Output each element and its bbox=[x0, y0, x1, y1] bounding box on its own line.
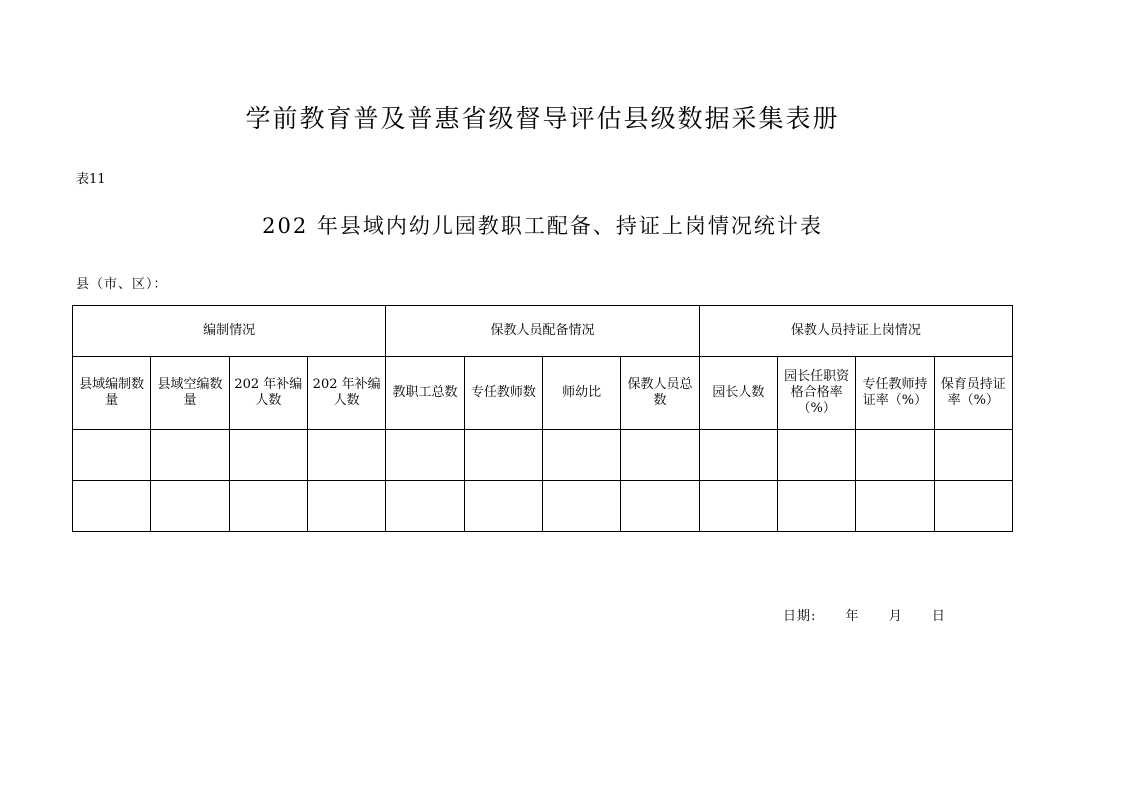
table-cell[interactable] bbox=[934, 430, 1012, 481]
table-cell[interactable] bbox=[386, 481, 464, 532]
table-cell[interactable] bbox=[73, 430, 151, 481]
column-header: 县域编制数量 bbox=[73, 357, 151, 430]
date-year-label: 年 bbox=[845, 609, 860, 624]
column-header: 专任教师数 bbox=[464, 357, 542, 430]
table-row bbox=[73, 430, 1013, 481]
table-cell[interactable] bbox=[229, 481, 307, 532]
table-cell[interactable] bbox=[856, 481, 934, 532]
column-header: 保教人员总数 bbox=[621, 357, 699, 430]
table-cell[interactable] bbox=[386, 430, 464, 481]
table-cell[interactable] bbox=[777, 430, 855, 481]
table-title: 202 年县域内幼儿园教职工配备、持证上岗情况统计表 bbox=[262, 214, 823, 238]
column-header: 园长人数 bbox=[699, 357, 777, 430]
date-month-label: 月 bbox=[888, 609, 903, 624]
table-cell[interactable] bbox=[151, 430, 229, 481]
column-header: 202 年补编人数 bbox=[229, 357, 307, 430]
date-day-label: 日 bbox=[931, 609, 946, 624]
column-header-row bbox=[73, 357, 1013, 430]
table-cell[interactable] bbox=[777, 481, 855, 532]
table-cell[interactable] bbox=[621, 481, 699, 532]
table-cell[interactable] bbox=[621, 430, 699, 481]
group-header-certification: 保教人员持证上岗情况 bbox=[699, 306, 1012, 357]
group-header-staffing: 编制情况 bbox=[73, 306, 386, 357]
group-header-staff-allocation: 保教人员配备情况 bbox=[386, 306, 699, 357]
table-cell[interactable] bbox=[856, 430, 934, 481]
table-number: 表11 bbox=[76, 172, 106, 187]
statistics-table bbox=[72, 305, 1013, 532]
date-line bbox=[783, 605, 946, 624]
column-header: 教职工总数 bbox=[386, 357, 464, 430]
county-label: 县（市、区）： bbox=[76, 277, 168, 292]
table-cell[interactable] bbox=[229, 430, 307, 481]
table-cell[interactable] bbox=[464, 430, 542, 481]
table-cell[interactable] bbox=[699, 430, 777, 481]
group-header-row bbox=[73, 306, 1013, 357]
main-title: 学前教育普及普惠省级督导评估县级数据采集表册 bbox=[245, 104, 840, 133]
column-header: 园长任职资格合格率（%） bbox=[777, 357, 855, 430]
table-cell[interactable] bbox=[307, 430, 385, 481]
table-cell[interactable] bbox=[542, 430, 620, 481]
table-cell[interactable] bbox=[73, 481, 151, 532]
table-row bbox=[73, 481, 1013, 532]
table-cell[interactable] bbox=[542, 481, 620, 532]
table-cell[interactable] bbox=[934, 481, 1012, 532]
table-cell[interactable] bbox=[151, 481, 229, 532]
column-header: 县域空编数量 bbox=[151, 357, 229, 430]
column-header: 师幼比 bbox=[542, 357, 620, 430]
date-label: 日期: bbox=[783, 609, 817, 624]
column-header: 202 年补编人数 bbox=[307, 357, 385, 430]
column-header: 保育员持证率（%） bbox=[934, 357, 1012, 430]
table-cell[interactable] bbox=[699, 481, 777, 532]
column-header: 专任教师持证率（%） bbox=[856, 357, 934, 430]
table-cell[interactable] bbox=[307, 481, 385, 532]
table-cell[interactable] bbox=[464, 481, 542, 532]
